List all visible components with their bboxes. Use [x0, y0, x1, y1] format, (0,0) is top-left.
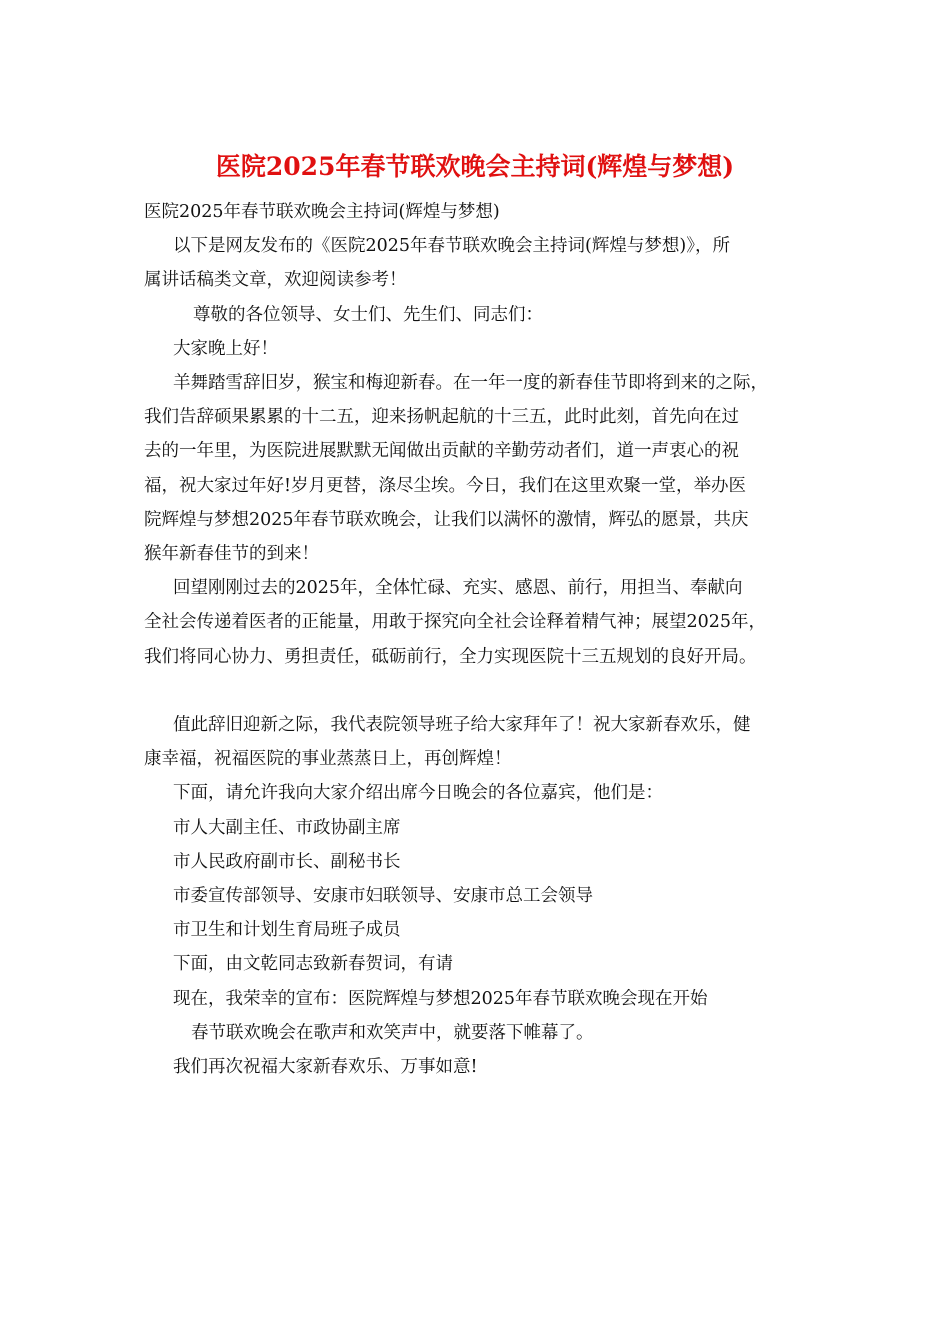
document-title: 医院2025年春节联欢晚会主持词(辉煌与梦想) [215, 152, 735, 181]
guest-line: 市委宣传部领导、安康市妇联领导、安康市总工会领导 [173, 886, 593, 907]
paragraph-line: 下面，由文乾同志致新春贺词，有请 [173, 954, 453, 975]
paragraph-line: 猴年新春佳节的到来！ [144, 544, 319, 565]
paragraph-line: 回望刚刚过去的2025年，全体忙碌、充实、感恩、前行，用担当、奉献向 [173, 578, 743, 599]
guest-line: 市卫生和计划生育局班子成员 [173, 920, 401, 941]
paragraph-line: 值此辞旧迎新之际，我代表院领导班子给大家拜年了！祝大家新春欢乐，健 [173, 715, 751, 736]
blank-line [144, 674, 816, 708]
paragraph-line: 下面，请允许我向大家介绍出席今日晚会的各位嘉宾，他们是： [173, 783, 663, 804]
paragraph-line: 春节联欢晚会在歌声和欢笑声中，就要落下帷幕了。 [191, 1022, 594, 1043]
paragraph-line: 我们告辞硕果累累的十二五，迎来扬帆起航的十三五，此时此刻，首先向在过 [144, 407, 739, 428]
paragraph-line: 我们将同心协力、勇担责任，砥砺前行，全力实现医院十三五规划的良好开局。 [144, 646, 757, 667]
intro-line: 以下是网友发布的《医院2025年春节联欢晚会主持词(辉煌与梦想)》，所 [173, 236, 730, 257]
greeting-line: 尊敬的各位领导、女士们、先生们、同志们： [193, 304, 543, 325]
paragraph-line: 康幸福，祝福医院的事业蒸蒸日上，再创辉煌！ [144, 749, 512, 770]
guest-line: 市人民政府副市长、副秘书长 [173, 851, 401, 872]
closing-line: 我们再次祝福大家新春欢乐、万事如意! [173, 1057, 478, 1078]
intro-line-cont: 属讲话稿类文章，欢迎阅读参考！ [144, 270, 407, 291]
paragraph-line: 羊舞踏雪辞旧岁，猴宝和梅迎新春。在一年一度的新春佳节即将到来的之际， [173, 373, 768, 394]
paragraph-line: 去的一年里，为医院进展默默无闻做出贡献的辛勤劳动者们，道一声衷心的祝 [144, 441, 739, 462]
paragraph-line: 院辉煌与梦想2025年春节联欢晚会，让我们以满怀的激情，辉弘的愿景，共庆 [144, 509, 749, 530]
paragraph-line: 全社会传递着医者的正能量，用敢于探究向全社会诠释着精气神；展望2025年， [144, 612, 767, 633]
document-body [144, 195, 816, 1084]
paragraph-line: 福，祝大家过年好!岁月更替，涤尽尘埃。今日，我们在这里欢聚一堂，举办医 [144, 475, 747, 496]
guest-line: 市人大副主任、市政协副主席 [173, 817, 401, 838]
paragraph-line: 现在，我荣幸的宣布：医院辉煌与梦想2025年春节联欢晚会现在开始 [173, 988, 708, 1009]
greeting-evening: 大家晚上好！ [173, 338, 278, 359]
subtitle-line: 医院2025年春节联欢晚会主持词(辉煌与梦想) [144, 202, 500, 222]
